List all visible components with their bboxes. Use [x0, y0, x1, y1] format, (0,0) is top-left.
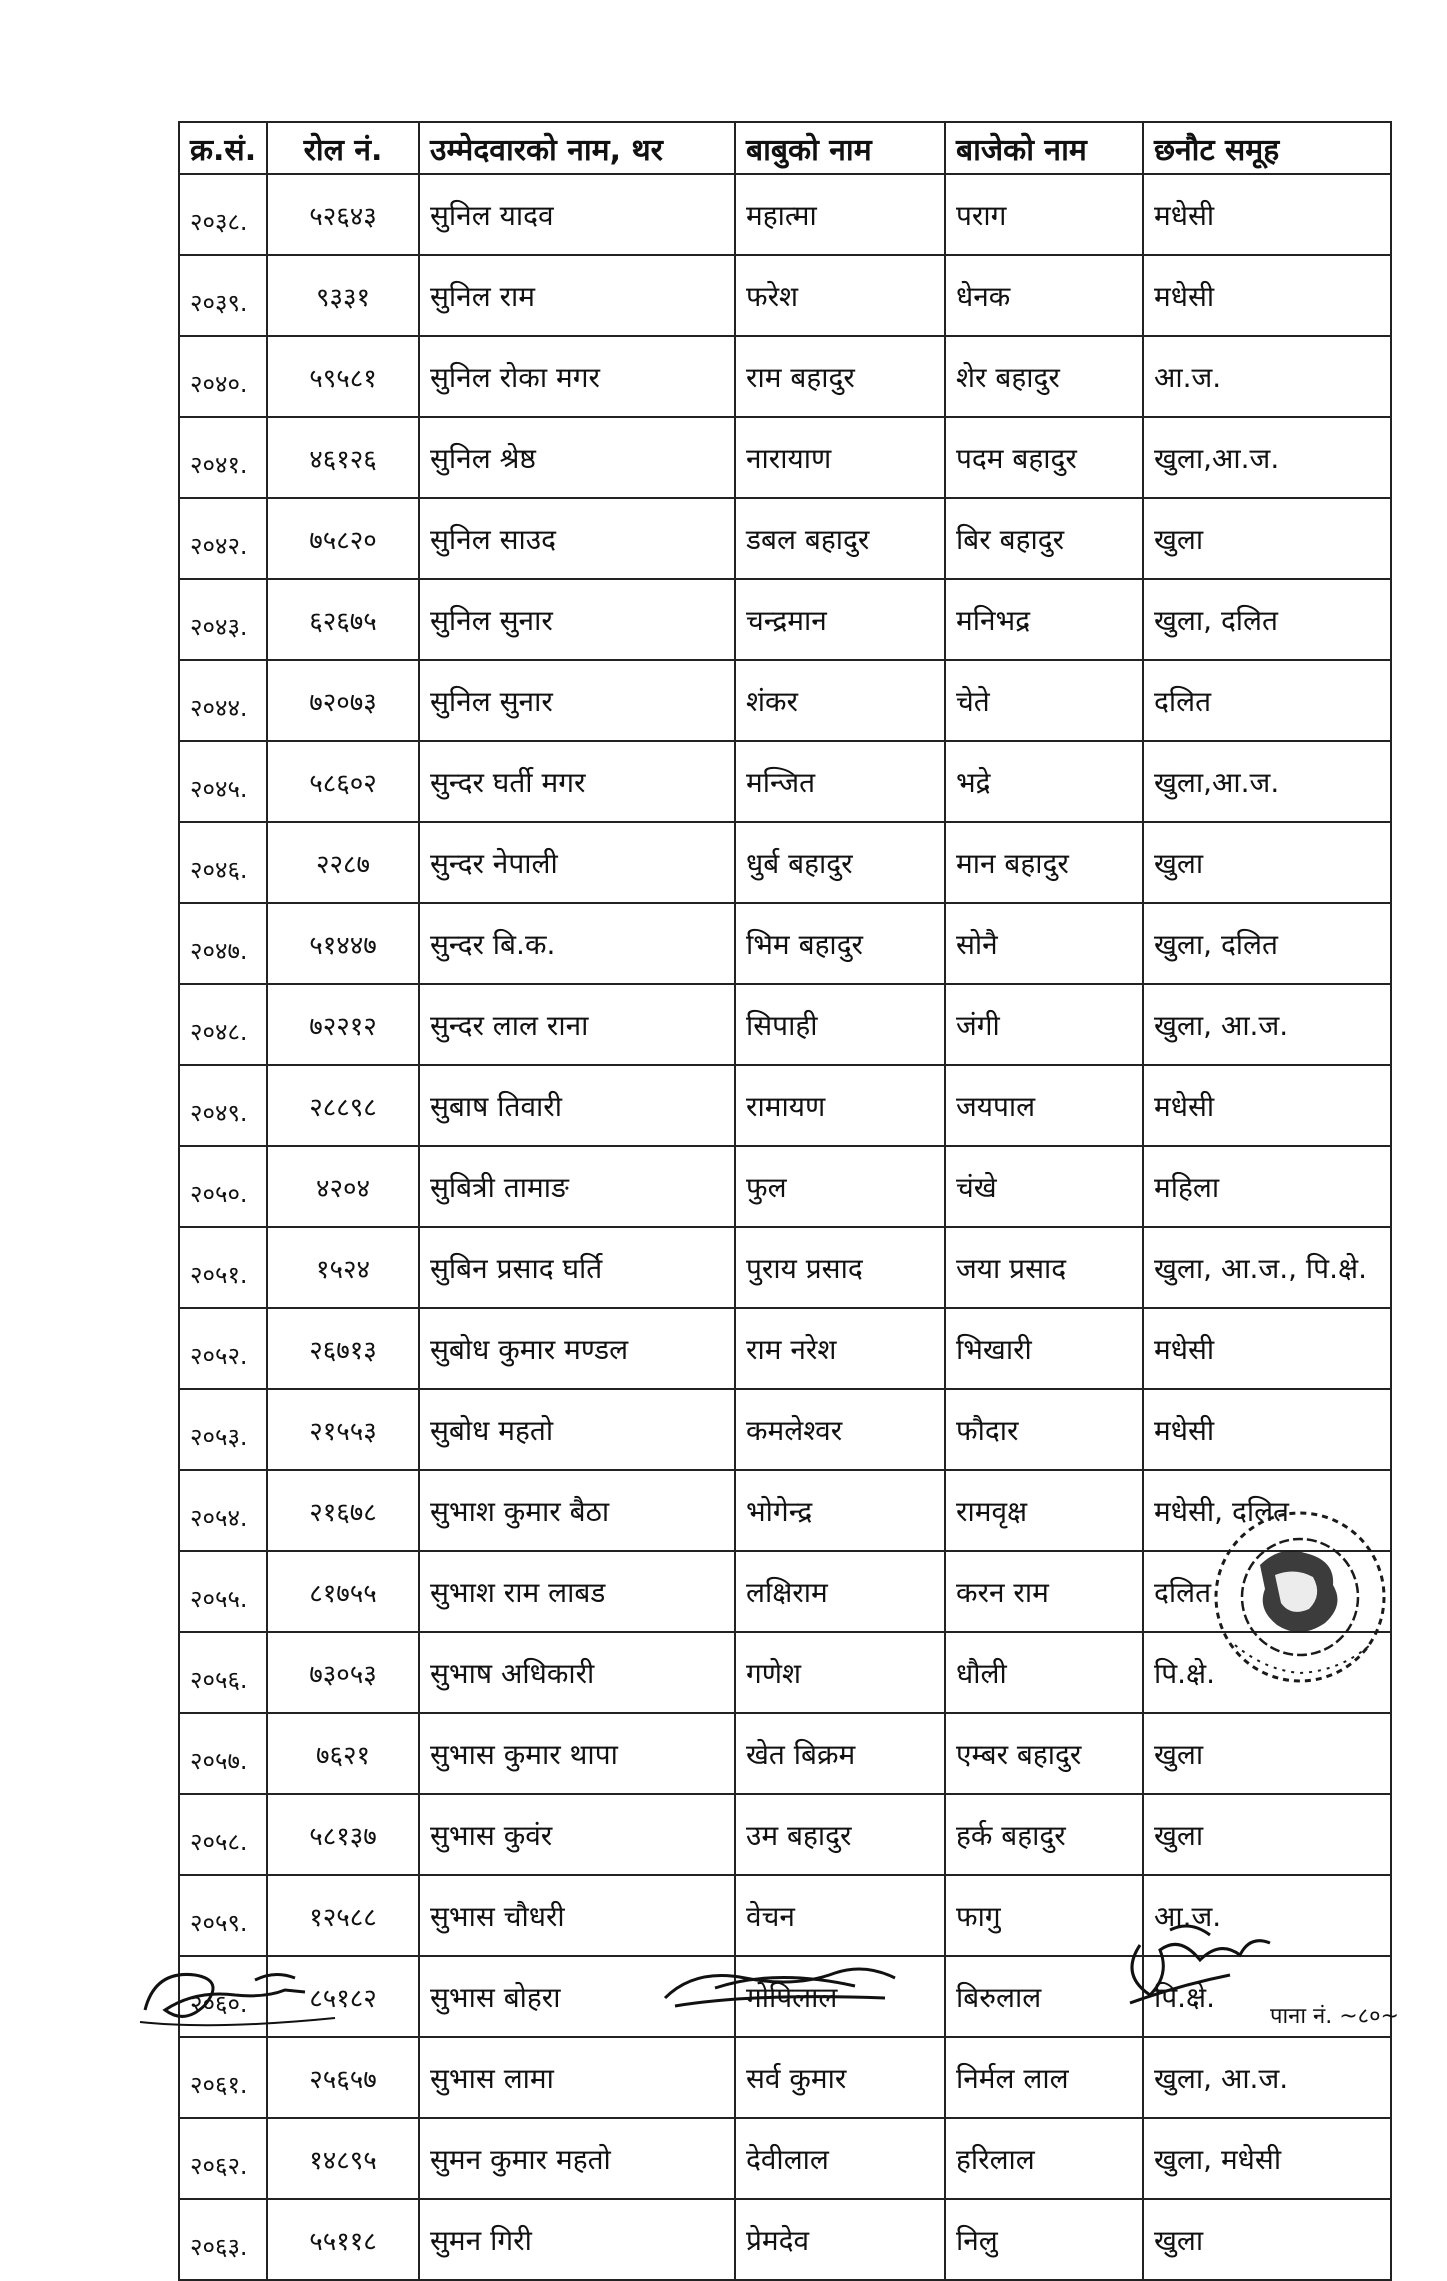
selection-group-cell: मधेसी	[1143, 1065, 1391, 1146]
roll-cell: २२८७	[267, 822, 419, 903]
candidate-name-cell: सुमन गिरी	[419, 2199, 735, 2280]
serial-cell: २०५५.	[179, 1551, 267, 1632]
grandfather-name-cell: निलु	[945, 2199, 1143, 2280]
father-name-cell: शंकर	[735, 660, 945, 741]
selection-group-cell: मधेसी	[1143, 255, 1391, 336]
roll-cell: ७२०७३	[267, 660, 419, 741]
candidate-name-cell: सुभास कुवंर	[419, 1794, 735, 1875]
father-name-cell: रामायण	[735, 1065, 945, 1146]
selection-group-cell: मधेसी, दलित	[1143, 1470, 1391, 1551]
father-name-cell: गोपिलाल	[735, 1956, 945, 2037]
candidate-name-cell: सुन्दर लाल राना	[419, 984, 735, 1065]
roll-cell: ७६२१	[267, 1713, 419, 1794]
serial-cell: २०५१.	[179, 1227, 267, 1308]
roll-cell: ९३३१	[267, 255, 419, 336]
roll-cell: १२५८८	[267, 1875, 419, 1956]
grandfather-name-cell: धेनक	[945, 255, 1143, 336]
father-name-cell: उम बहादुर	[735, 1794, 945, 1875]
serial-cell: २०३८.	[179, 174, 267, 255]
grandfather-name-cell: जयपाल	[945, 1065, 1143, 1146]
selection-group-cell: मधेसी	[1143, 1308, 1391, 1389]
candidate-name-cell: सुनिल सुनार	[419, 660, 735, 741]
serial-cell: २०४५.	[179, 741, 267, 822]
selection-group-cell: दलित	[1143, 1551, 1391, 1632]
father-name-cell: भिम बहादुर	[735, 903, 945, 984]
father-name-cell: वेचन	[735, 1875, 945, 1956]
serial-cell: २०४१.	[179, 417, 267, 498]
father-name-cell: गणेश	[735, 1632, 945, 1713]
roll-cell: २१६७८	[267, 1470, 419, 1551]
serial-cell: २०४४.	[179, 660, 267, 741]
grandfather-name-cell: फागु	[945, 1875, 1143, 1956]
serial-cell: २०४२.	[179, 498, 267, 579]
table-row	[179, 1956, 1391, 2037]
serial-cell: २०६१.	[179, 2037, 267, 2118]
table-row	[179, 1632, 1391, 1713]
grandfather-name-cell: भद्रे	[945, 741, 1143, 822]
grandfather-name-cell: फौदार	[945, 1389, 1143, 1470]
candidate-name-cell: सुभाश राम लाबड	[419, 1551, 735, 1632]
father-name-cell: राम बहादुर	[735, 336, 945, 417]
candidate-name-cell: सुभास बोहरा	[419, 1956, 735, 2037]
father-name-cell: खेत बिक्रम	[735, 1713, 945, 1794]
roll-cell: ५८१३७	[267, 1794, 419, 1875]
candidate-name-cell: सुबोध महतो	[419, 1389, 735, 1470]
table-row	[179, 1308, 1391, 1389]
roll-cell: ८५१८२	[267, 1956, 419, 2037]
selection-group-cell: मधेसी	[1143, 1389, 1391, 1470]
selection-group-cell: खुला, दलित	[1143, 903, 1391, 984]
selection-group-cell: आ.ज.	[1143, 336, 1391, 417]
serial-cell: २०६२.	[179, 2118, 267, 2199]
serial-cell: २०५७.	[179, 1713, 267, 1794]
selection-group-cell: खुला, मधेसी	[1143, 2118, 1391, 2199]
selection-group-cell: आ.ज.	[1143, 1875, 1391, 1956]
candidate-name-cell: सुभास चौधरी	[419, 1875, 735, 1956]
serial-cell: २०६०.	[179, 1956, 267, 2037]
roll-cell: ६२६७५	[267, 579, 419, 660]
father-name-cell: राम नरेश	[735, 1308, 945, 1389]
roll-cell: ४६१२६	[267, 417, 419, 498]
grandfather-name-cell: पराग	[945, 174, 1143, 255]
roll-cell: ७२२१२	[267, 984, 419, 1065]
father-name-cell: सिपाही	[735, 984, 945, 1065]
candidate-name-cell: सुन्दर घर्ती मगर	[419, 741, 735, 822]
candidate-name-cell: सुभाश कुमार बैठा	[419, 1470, 735, 1551]
header-roll: रोल नं.	[267, 122, 419, 174]
father-name-cell: प्रेमदेव	[735, 2199, 945, 2280]
table-row	[179, 336, 1391, 417]
selection-group-cell: खुला	[1143, 498, 1391, 579]
father-name-cell: देवीलाल	[735, 2118, 945, 2199]
table-row	[179, 1875, 1391, 1956]
candidate-name-cell: सुबाष तिवारी	[419, 1065, 735, 1146]
candidate-name-cell: सुनिल श्रेष्ठ	[419, 417, 735, 498]
table-row	[179, 1470, 1391, 1551]
grandfather-name-cell: निर्मल लाल	[945, 2037, 1143, 2118]
table-row	[179, 174, 1391, 255]
table-body	[179, 174, 1391, 2280]
table-row	[179, 1794, 1391, 1875]
candidate-name-cell: सुनिल सुनार	[419, 579, 735, 660]
candidate-name-cell: सुनिल यादव	[419, 174, 735, 255]
father-name-cell: सर्व कुमार	[735, 2037, 945, 2118]
header-selection-group: छनौट समूह	[1143, 122, 1391, 174]
candidate-name-cell: सुनिल साउद	[419, 498, 735, 579]
roll-cell: ४२०४	[267, 1146, 419, 1227]
grandfather-name-cell: पदम बहादुर	[945, 417, 1143, 498]
roll-cell: ७५८२०	[267, 498, 419, 579]
candidate-name-cell: सुभास कुमार थापा	[419, 1713, 735, 1794]
roll-cell: ५५११८	[267, 2199, 419, 2280]
table-row	[179, 822, 1391, 903]
roll-cell: २८८९८	[267, 1065, 419, 1146]
serial-cell: २०५०.	[179, 1146, 267, 1227]
roll-cell: ५८६०२	[267, 741, 419, 822]
table-row	[179, 1389, 1391, 1470]
father-name-cell: फरेश	[735, 255, 945, 336]
grandfather-name-cell: सोनै	[945, 903, 1143, 984]
serial-cell: २०४८.	[179, 984, 267, 1065]
roll-cell: ५२६४३	[267, 174, 419, 255]
results-sheet	[178, 121, 1390, 2281]
candidate-name-cell: सुबित्री तामाङ	[419, 1146, 735, 1227]
grandfather-name-cell: रामवृक्ष	[945, 1470, 1143, 1551]
table-row	[179, 660, 1391, 741]
selection-group-cell: पि.क्षे.	[1143, 1632, 1391, 1713]
selection-group-cell: खुला, आ.ज., पि.क्षे.	[1143, 1227, 1391, 1308]
candidate-name-cell: सुन्दर बि.क.	[419, 903, 735, 984]
selection-group-cell: पि.क्षे.	[1143, 1956, 1391, 2037]
selection-group-cell: महिला	[1143, 1146, 1391, 1227]
serial-cell: २०४३.	[179, 579, 267, 660]
serial-cell: २०५२.	[179, 1308, 267, 1389]
table-row	[179, 2037, 1391, 2118]
candidate-name-cell: सुभास लामा	[419, 2037, 735, 2118]
table-row	[179, 1227, 1391, 1308]
grandfather-name-cell: धौली	[945, 1632, 1143, 1713]
table-row	[179, 498, 1391, 579]
candidate-name-cell: सुबोध कुमार मण्डल	[419, 1308, 735, 1389]
table-header-row	[179, 122, 1391, 174]
father-name-cell: कमलेश्वर	[735, 1389, 945, 1470]
father-name-cell: चन्द्रमान	[735, 579, 945, 660]
roll-cell: २६७१३	[267, 1308, 419, 1389]
serial-cell: २०५८.	[179, 1794, 267, 1875]
candidate-name-cell: सुनिल राम	[419, 255, 735, 336]
grandfather-name-cell: हरिलाल	[945, 2118, 1143, 2199]
serial-cell: २०५३.	[179, 1389, 267, 1470]
roll-cell: ५९५८१	[267, 336, 419, 417]
table-row	[179, 903, 1391, 984]
selection-group-cell: खुला, दलित	[1143, 579, 1391, 660]
serial-cell: २०५४.	[179, 1470, 267, 1551]
roll-cell: १४८९५	[267, 2118, 419, 2199]
header-father-name: बाबुको नाम	[735, 122, 945, 174]
grandfather-name-cell: मान बहादुर	[945, 822, 1143, 903]
table-row	[179, 1065, 1391, 1146]
serial-cell: २०५६.	[179, 1632, 267, 1713]
grandfather-name-cell: हर्क बहादुर	[945, 1794, 1143, 1875]
selection-group-cell: दलित	[1143, 660, 1391, 741]
serial-cell: २०६३.	[179, 2199, 267, 2280]
candidate-table	[178, 121, 1392, 2281]
roll-cell: २१५५३	[267, 1389, 419, 1470]
table-row	[179, 1551, 1391, 1632]
selection-group-cell: मधेसी	[1143, 174, 1391, 255]
serial-cell: २०४७.	[179, 903, 267, 984]
selection-group-cell: खुला,आ.ज.	[1143, 417, 1391, 498]
table-row	[179, 417, 1391, 498]
father-name-cell: महात्मा	[735, 174, 945, 255]
grandfather-name-cell: बिरुलाल	[945, 1956, 1143, 2037]
serial-cell: २०४९.	[179, 1065, 267, 1146]
grandfather-name-cell: जंगी	[945, 984, 1143, 1065]
grandfather-name-cell: जया प्रसाद	[945, 1227, 1143, 1308]
header-serial: क्र.सं.	[179, 122, 267, 174]
header-grandfather-name: बाजेको नाम	[945, 122, 1143, 174]
candidate-name-cell: सुमन कुमार महतो	[419, 2118, 735, 2199]
grandfather-name-cell: एम्बर बहादुर	[945, 1713, 1143, 1794]
roll-cell: ५१४४७	[267, 903, 419, 984]
father-name-cell: लक्षिराम	[735, 1551, 945, 1632]
serial-cell: २०४०.	[179, 336, 267, 417]
candidate-name-cell: सुबिन प्रसाद घर्ति	[419, 1227, 735, 1308]
roll-cell: ७३०५३	[267, 1632, 419, 1713]
roll-cell: १५२४	[267, 1227, 419, 1308]
header-candidate-name: उम्मेदवारको नाम, थर	[419, 122, 735, 174]
father-name-cell: भोगेन्द्र	[735, 1470, 945, 1551]
selection-group-cell: खुला	[1143, 822, 1391, 903]
selection-group-cell: खुला,आ.ज.	[1143, 741, 1391, 822]
table-row	[179, 2118, 1391, 2199]
table-row	[179, 984, 1391, 1065]
candidate-name-cell: सुभाष अधिकारी	[419, 1632, 735, 1713]
page-number: पाना नं. ~८०~	[1269, 2004, 1399, 2029]
roll-cell: २५६५७	[267, 2037, 419, 2118]
table-row	[179, 741, 1391, 822]
father-name-cell: पुराय प्रसाद	[735, 1227, 945, 1308]
father-name-cell: डबल बहादुर	[735, 498, 945, 579]
grandfather-name-cell: भिखारी	[945, 1308, 1143, 1389]
father-name-cell: नारायाण	[735, 417, 945, 498]
selection-group-cell: खुला, आ.ज.	[1143, 984, 1391, 1065]
grandfather-name-cell: चेते	[945, 660, 1143, 741]
table-row	[179, 2199, 1391, 2280]
grandfather-name-cell: बिर बहादुर	[945, 498, 1143, 579]
selection-group-cell: खुला	[1143, 1794, 1391, 1875]
grandfather-name-cell: शेर बहादुर	[945, 336, 1143, 417]
table-row	[179, 1713, 1391, 1794]
serial-cell: २०४६.	[179, 822, 267, 903]
serial-cell: २०३९.	[179, 255, 267, 336]
candidate-name-cell: सुन्दर नेपाली	[419, 822, 735, 903]
roll-cell: ८१७५५	[267, 1551, 419, 1632]
grandfather-name-cell: चंखे	[945, 1146, 1143, 1227]
table-row	[179, 579, 1391, 660]
candidate-name-cell: सुनिल रोका मगर	[419, 336, 735, 417]
father-name-cell: फुल	[735, 1146, 945, 1227]
father-name-cell: मन्जित	[735, 741, 945, 822]
table-row	[179, 1146, 1391, 1227]
selection-group-cell: खुला	[1143, 1713, 1391, 1794]
selection-group-cell: खुला	[1143, 2199, 1391, 2280]
serial-cell: २०५९.	[179, 1875, 267, 1956]
grandfather-name-cell: मनिभद्र	[945, 579, 1143, 660]
father-name-cell: धुर्ब बहादुर	[735, 822, 945, 903]
selection-group-cell: खुला, आ.ज.	[1143, 2037, 1391, 2118]
grandfather-name-cell: करन राम	[945, 1551, 1143, 1632]
table-row	[179, 255, 1391, 336]
